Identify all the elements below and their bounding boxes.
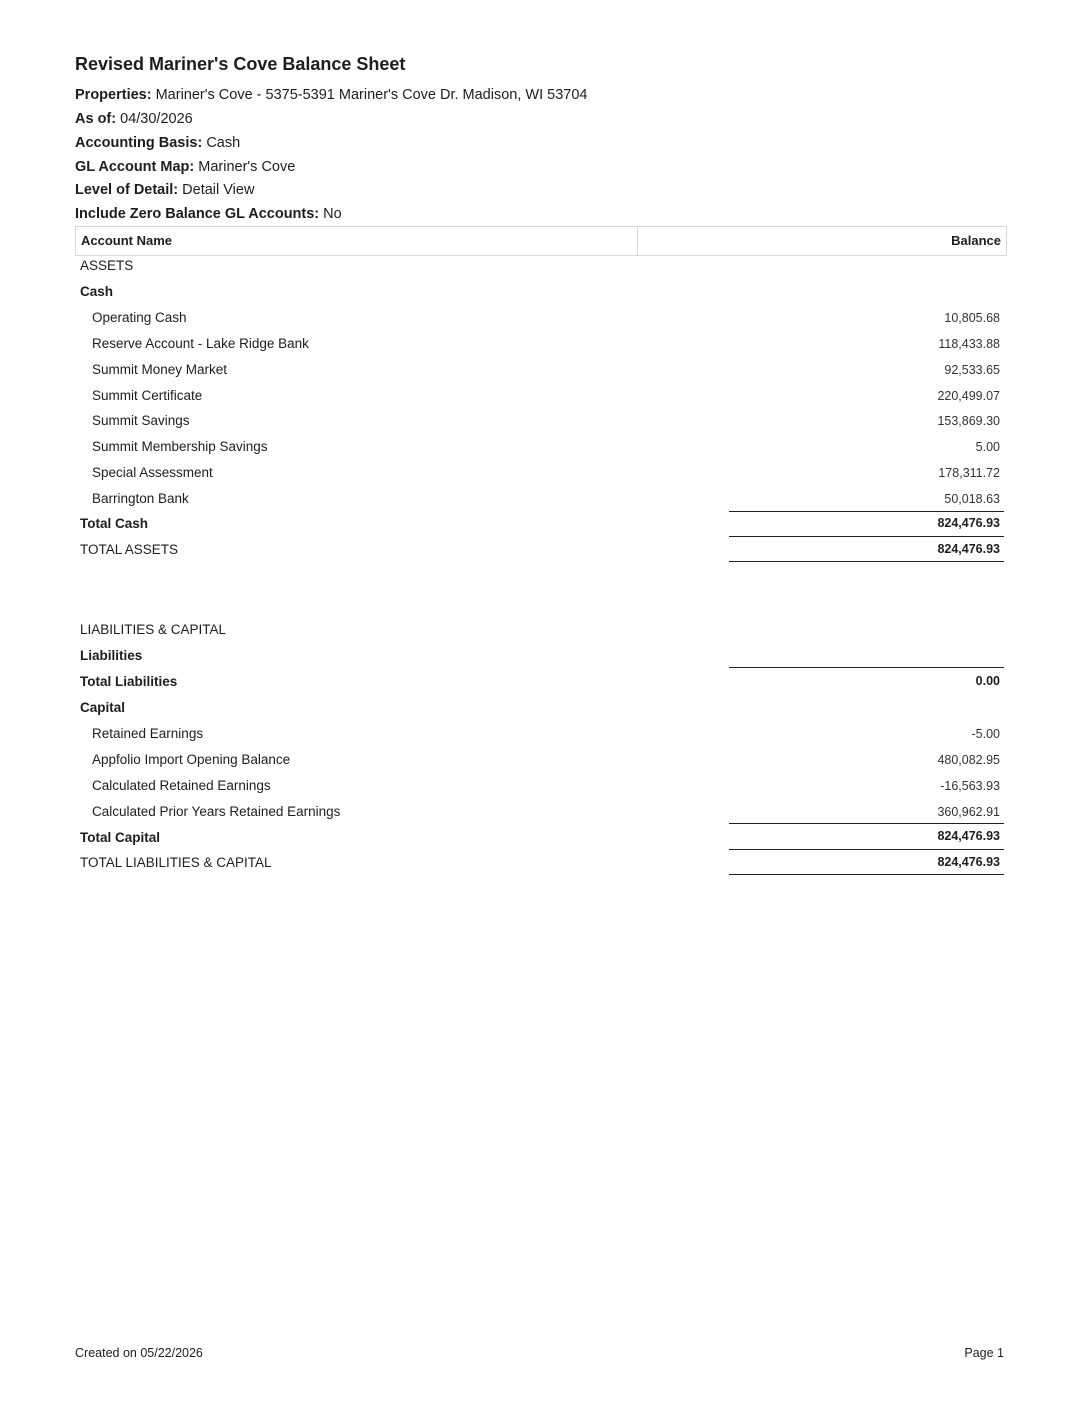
total-liabilities-capital-value: 824,476.93: [937, 855, 1000, 869]
capital-item-balance: -5.00: [971, 727, 1000, 741]
detail-label: Level of Detail:: [75, 182, 179, 198]
zero-balance-label: Include Zero Balance GL Accounts:: [75, 206, 320, 222]
asset-item-name: Summit Money Market: [92, 362, 228, 377]
total-liabilities-value: 0.00: [975, 674, 1000, 688]
page-number: Page 1: [964, 1346, 1004, 1360]
col-account-name: Account Name: [81, 233, 173, 248]
asset-item-name: Operating Cash: [92, 310, 187, 325]
asset-item-balance: 178,311.72: [938, 466, 1000, 480]
properties-line: [75, 87, 587, 103]
capital-item-balance: 480,082.95: [937, 753, 1000, 767]
properties-label: Properties:: [75, 87, 152, 103]
asof-value: 04/30/2026: [120, 111, 193, 127]
liabilities-heading: Liabilities: [80, 648, 143, 663]
assets-heading: ASSETS: [80, 258, 134, 273]
liabilities-capital-heading: LIABILITIES & CAPITAL: [80, 622, 227, 637]
properties-value: Mariner's Cove - 5375-5391 Mariner's Cove Dr. Madison, WI 53704: [155, 87, 588, 103]
glmap-label: GL Account Map:: [75, 159, 195, 175]
asset-item-name: Summit Membership Savings: [92, 439, 268, 454]
asset-item-balance: 118,433.88: [938, 337, 1000, 351]
capital-item-name: Appfolio Import Opening Balance: [92, 752, 291, 767]
total-liabilities-label: Total Liabilities: [80, 674, 178, 689]
total-cash-label: Total Cash: [80, 516, 149, 531]
asset-item-name: Reserve Account - Lake Ridge Bank: [92, 336, 309, 351]
asset-item-name: Summit Savings: [92, 413, 190, 428]
detail-line: [75, 182, 254, 198]
total-liabilities-rule: [729, 667, 1004, 668]
glmap-value: Mariner's Cove: [198, 159, 296, 175]
asof-line: [75, 111, 193, 127]
asset-item-name: Summit Certificate: [92, 388, 203, 403]
total-liabilities-capital-label: TOTAL LIABILITIES & CAPITAL: [80, 855, 272, 870]
capital-item-balance: -16,563.93: [940, 779, 1000, 793]
total-capital-rule: [729, 823, 1004, 824]
asset-item-name: Special Assessment: [92, 465, 213, 480]
asof-label: As of:: [75, 111, 117, 127]
table-header: [75, 226, 1007, 256]
asset-item-balance: 50,018.63: [944, 492, 1000, 506]
total-cash-rule: [729, 511, 1004, 512]
header-divider: [637, 227, 638, 255]
asset-item-balance: 10,805.68: [944, 311, 1000, 325]
total-assets-rule-top: [729, 536, 1004, 537]
basis-label: Accounting Basis:: [75, 135, 203, 151]
cash-heading: Cash: [80, 284, 114, 299]
capital-item-balance: 360,962.91: [937, 805, 1000, 819]
zero-balance-line: [75, 206, 342, 222]
detail-value: Detail View: [182, 182, 255, 198]
capital-item-name: Calculated Prior Years Retained Earnings: [92, 804, 341, 819]
col-balance: Balance: [951, 233, 1001, 248]
total-capital-value: 824,476.93: [937, 829, 1000, 843]
glmap-line: [75, 159, 295, 175]
capital-heading: Capital: [80, 700, 126, 715]
asset-item-balance: 220,499.07: [937, 389, 1000, 403]
capital-item-name: Retained Earnings: [92, 726, 204, 741]
total-assets-rule-bottom: [729, 561, 1004, 562]
total-cash-value: 824,476.93: [937, 516, 1000, 530]
asset-item-balance: 5.00: [975, 440, 1000, 454]
report-title: Revised Mariner's Cove Balance Sheet: [75, 54, 406, 74]
created-on: Created on 05/22/2026: [75, 1346, 203, 1360]
total-lc-rule-top: [729, 849, 1004, 850]
zero-balance-value: No: [323, 206, 342, 222]
total-assets-value: 824,476.93: [937, 542, 1000, 556]
basis-line: [75, 135, 240, 151]
asset-item-name: Barrington Bank: [92, 491, 189, 506]
total-assets-label: TOTAL ASSETS: [80, 542, 179, 557]
basis-value: Cash: [206, 135, 241, 151]
asset-item-balance: 153,869.30: [937, 414, 1000, 428]
total-capital-label: Total Capital: [80, 830, 161, 845]
capital-item-name: Calculated Retained Earnings: [92, 778, 271, 793]
asset-item-balance: 92,533.65: [944, 363, 1000, 377]
total-lc-rule-bottom: [729, 874, 1004, 875]
